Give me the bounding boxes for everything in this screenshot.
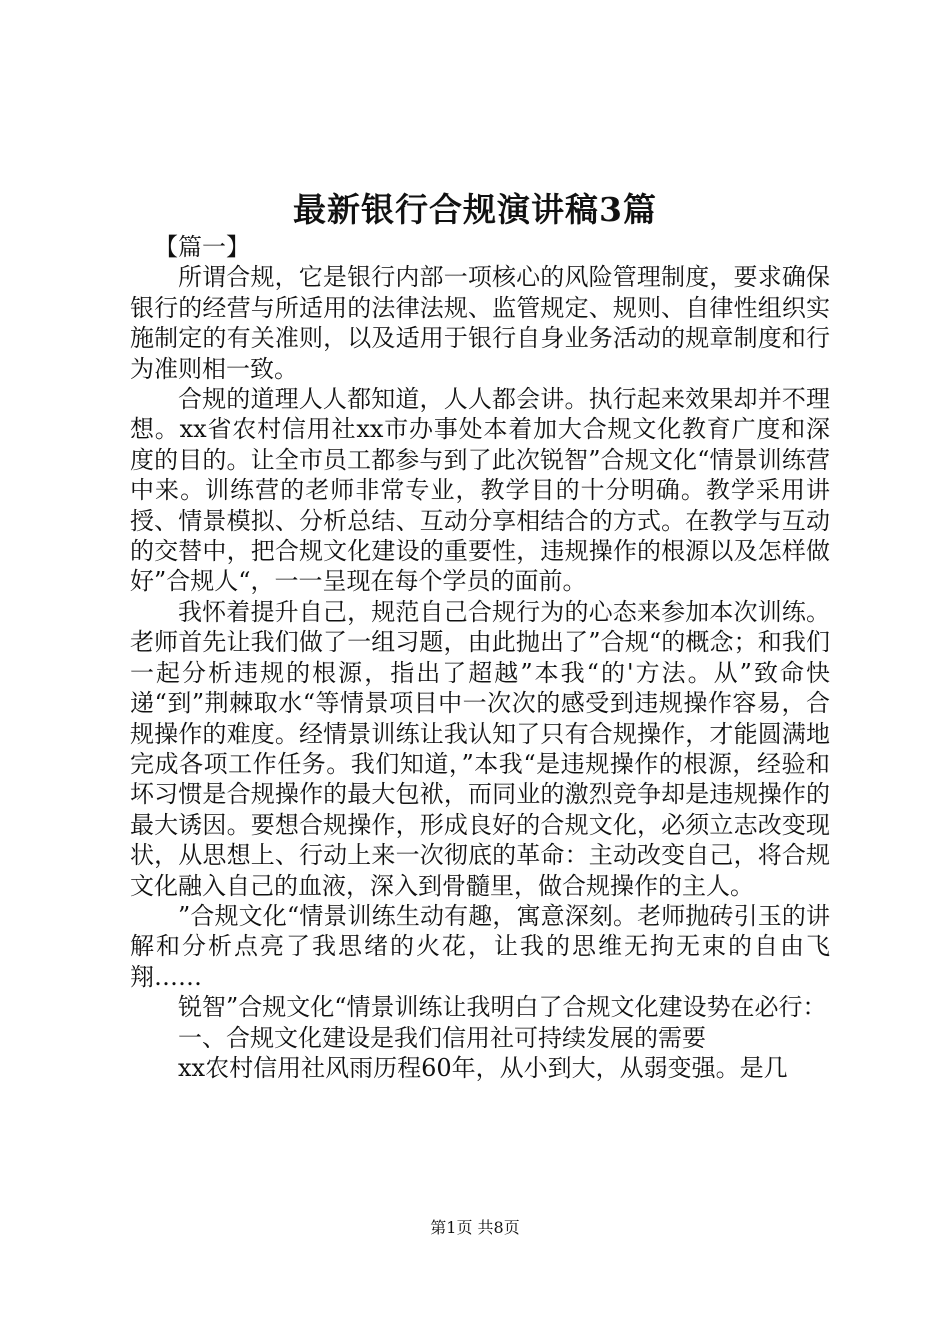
paragraph: 合规的道理人人都知道，人人都会讲。执行起来效果却并不理想。xx省农村信用社xx市办事处本着加大合规文化教育广度和深度的目的。让全市员工都参与到了此次锐智”合规文化“情景训练营中来。训练营的老师非常专业，教学目的十分明确。教学采用讲授、情景模拟、分析总结、互动分享相结合的方式。在教学与互动的交替中，把合规文化建设的重要性，违规操作的根源以及怎样做好”合规人“，一一呈现在每个学员的面前。 (130, 385, 830, 596)
paragraph: 我怀着提升自己，规范自己合规行为的心态来参加本次训练。老师首先让我们做了一组习题，由此抛出了”合规“的概念；和我们一起分析违规的根源，指出了超越”本我“的'方法。从”致命快递“到”荆棘取水“等情景项目中一次次的感受到违规操作容易，合规操作的难度。经情景训练让我认知了只有合规操作，才能圆满地完成各项工作任务。我们知道，”本我“是违规操作的根源，经验和坏习惯是合规操作的最大包袱，而同业的激烈竞争却是违规操作的最大诱因。要想合规操作，形成良好的合规文化，必须立志改变现状，从思想上、行动上来一次彻底的革命：主动改变自己，将合规文化融入自己的血液，深入到骨髓里，做合规操作的主人。 (130, 597, 830, 900)
paragraph: 所谓合规，它是银行内部一项核心的风险管理制度，要求确保银行的经营与所适用的法律法规、监管规定、规则、自律性组织实施制定的有关准则，以及适用于银行自身业务活动的规章制度和行为准则相一致。 (130, 263, 830, 383)
section-label: 【篇一】 (154, 233, 250, 261)
paragraph: 锐智”合规文化“情景训练让我明白了合规文化建设势在必行： (178, 993, 827, 1022)
page-footer: 第1页 共8页 (430, 1218, 520, 1237)
document-body (130, 232, 830, 1083)
paragraph: xx农村信用社风雨历程60年，从小到大，从弱变强。是几 (178, 1053, 788, 1082)
paragraph: ”合规文化“情景训练生动有趣，寓意深刻。老师抛砖引玉的讲解和分析点亮了我思绪的火花，让我的思维无拘无束的自由飞翔…… (130, 901, 830, 991)
paragraph: 一、合规文化建设是我们信用社可持续发展的需要 (178, 1023, 706, 1052)
document-title: 最新银行合规演讲稿3篇 (293, 190, 657, 229)
